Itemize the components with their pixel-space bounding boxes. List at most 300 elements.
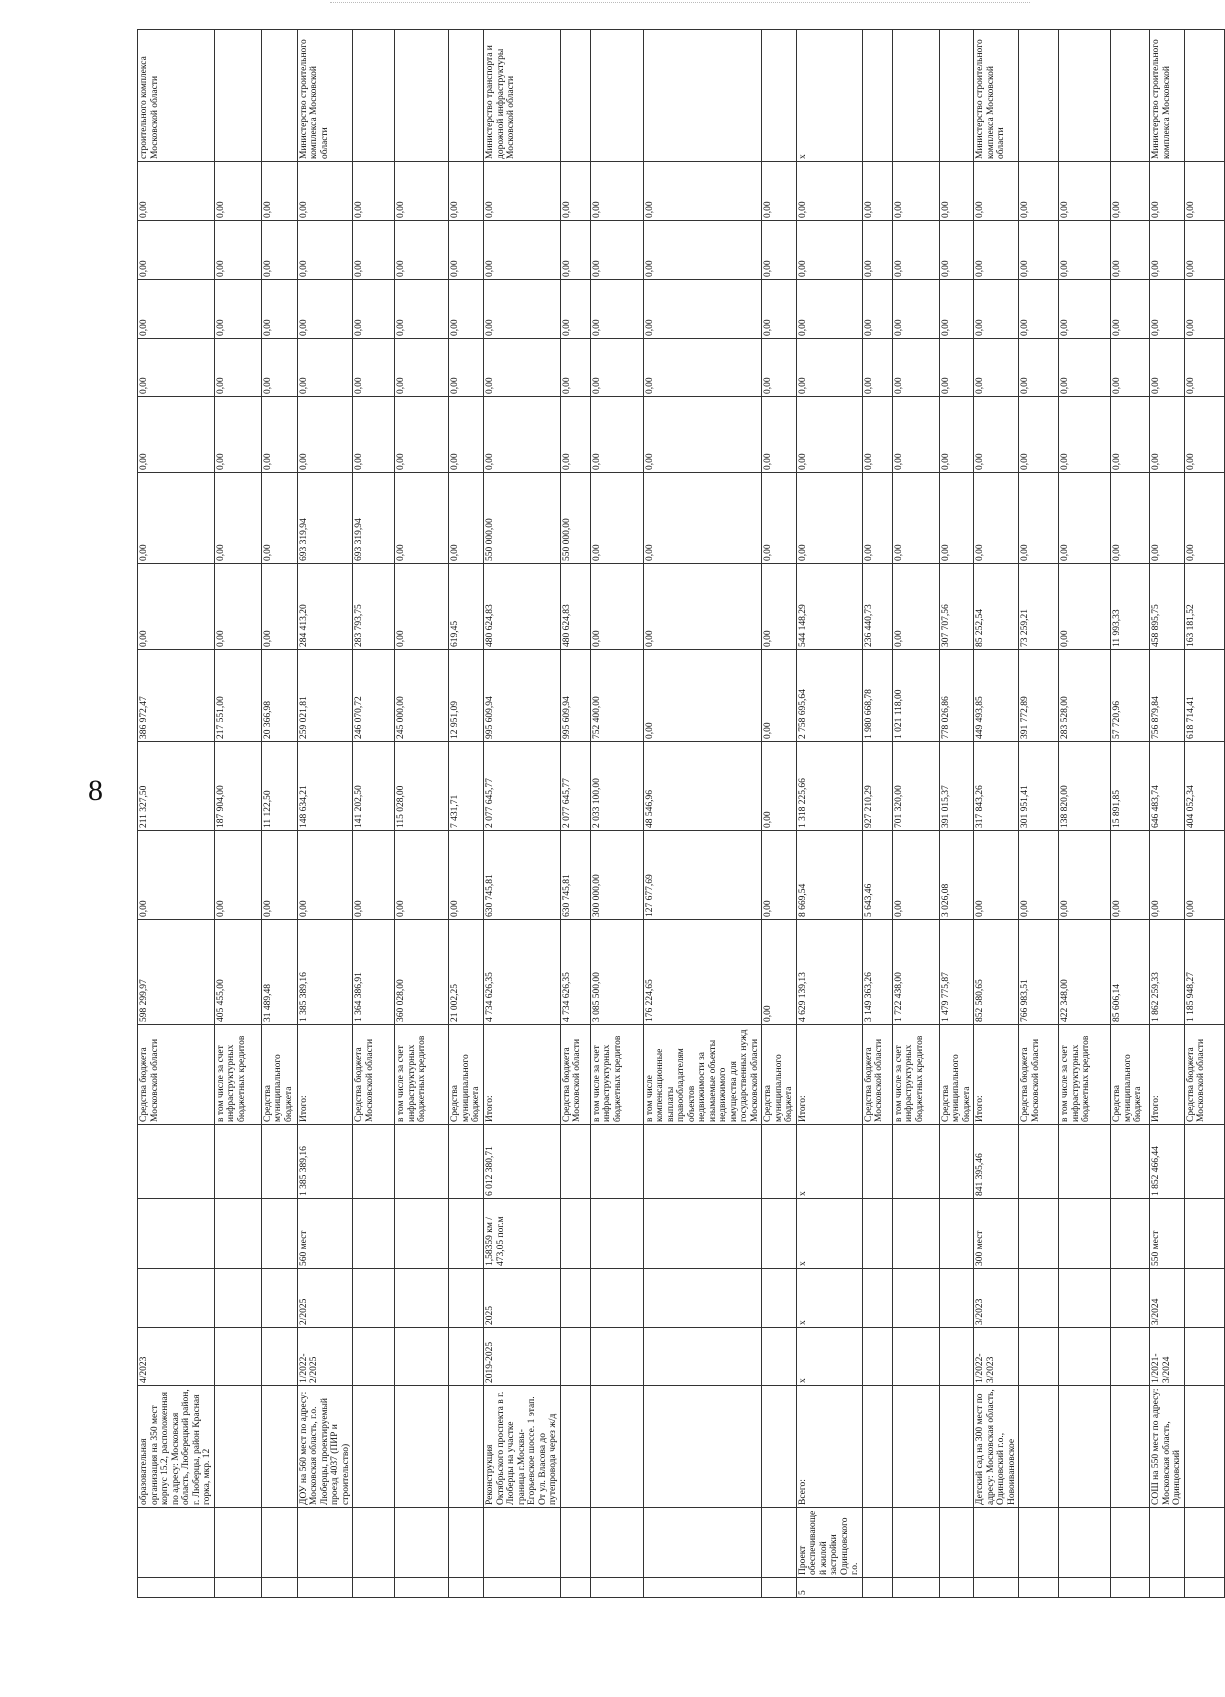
- period-cell: [1019, 1328, 1059, 1386]
- customer-cell: Министерство транспорта и дорожной инфраструктуры Московской области: [484, 30, 561, 162]
- customer-cell: [214, 30, 261, 162]
- commissioning-cell: [892, 1269, 939, 1328]
- year-value-cell-y4: 0,00: [261, 564, 297, 650]
- year-value-cell-y7: 0,00: [138, 339, 215, 397]
- program-cell: [560, 1508, 590, 1578]
- funding-source-cell: Средства муниципального бюджета: [939, 1025, 974, 1125]
- cost-cell: 1 385 389,16: [297, 1125, 353, 1199]
- period-cell: х: [796, 1328, 862, 1386]
- rotated-table-area: [137, 39, 1212, 1598]
- cost-cell: [939, 1125, 974, 1199]
- total-cell: 3 085 500,00: [590, 920, 643, 1025]
- customer-cell: [1059, 30, 1111, 162]
- year-value-cell-y10: 0,00: [353, 162, 395, 221]
- table-row: [892, 30, 939, 1598]
- commissioning-cell: [590, 1269, 643, 1328]
- year-value-cell-y8: 0,00: [560, 280, 590, 339]
- customer-cell: Министерство строительного комплекса Московской: [1150, 30, 1185, 162]
- year-value-cell-y10: 0,00: [1111, 162, 1150, 221]
- year-value-cell-y2: 211 327,50: [138, 742, 215, 831]
- row-number-cell: 5: [796, 1578, 862, 1598]
- object-cell: образовательная организация на 350 мест корпус 15.2, расположенная по адресу: Московская область, Люберецкий район, г. Люберцы, район Красная горка, мкр. 12: [138, 1386, 215, 1508]
- capacity-cell: 550 мест: [1150, 1199, 1185, 1269]
- table-row: [939, 30, 974, 1598]
- year-value-cell-y8: 0,00: [762, 280, 797, 339]
- capacity-cell: [560, 1199, 590, 1269]
- year-value-cell-y9: 0,00: [1184, 221, 1224, 280]
- object-cell: [449, 1386, 484, 1508]
- period-cell: [762, 1328, 797, 1386]
- program-cell: [892, 1508, 939, 1578]
- commissioning-cell: [214, 1269, 261, 1328]
- year-value-cell-y9: 0,00: [395, 221, 449, 280]
- year-value-cell-y10: 0,00: [892, 162, 939, 221]
- year-value-cell-y7: 0,00: [353, 339, 395, 397]
- year-value-cell-y2: 317 843,26: [974, 742, 1019, 831]
- year-value-cell-y4: 0,00: [214, 564, 261, 650]
- table-row: [261, 30, 297, 1598]
- table-row: [762, 30, 797, 1598]
- object-cell: [1059, 1386, 1111, 1508]
- cost-cell: [1111, 1125, 1150, 1199]
- year-value-cell-y4: 284 413,20: [297, 564, 353, 650]
- period-cell: [560, 1328, 590, 1386]
- object-cell: [590, 1386, 643, 1508]
- year-value-cell-y1: 0,00: [1150, 831, 1185, 920]
- year-value-cell-y4: 236 440,73: [862, 564, 892, 650]
- customer-cell: [353, 30, 395, 162]
- cost-cell: [1019, 1125, 1059, 1199]
- cost-cell: [560, 1125, 590, 1199]
- year-value-cell-y9: 0,00: [261, 221, 297, 280]
- total-cell: 1 862 259,33: [1150, 920, 1185, 1025]
- year-value-cell-y3: 2 758 695,64: [796, 650, 862, 742]
- table-row: [560, 30, 590, 1598]
- row-number-cell: [353, 1578, 395, 1598]
- row-number-cell: [643, 1578, 762, 1598]
- program-cell: [261, 1508, 297, 1578]
- year-value-cell-y2: 11 122,50: [261, 742, 297, 831]
- capacity-cell: [1184, 1199, 1224, 1269]
- year-value-cell-y5: 0,00: [974, 473, 1019, 564]
- year-value-cell-y3: 0,00: [762, 650, 797, 742]
- period-cell: 1/2022-2/2025: [297, 1328, 353, 1386]
- year-value-cell-y1: 0,00: [762, 831, 797, 920]
- funding-source-cell: в том числе компенсационные выплаты правообладателям объектов недвижимости за изымаемые объекты недвижимого имущества для государственных нужд Московской области: [643, 1025, 762, 1125]
- year-value-cell-y3: 995 609,94: [484, 650, 561, 742]
- year-value-cell-y3: 449 493,85: [974, 650, 1019, 742]
- program-cell: [395, 1508, 449, 1578]
- year-value-cell-y9: 0,00: [974, 221, 1019, 280]
- table-row: [1150, 30, 1185, 1598]
- funding-source-cell: в том числе за счет инфраструктурных бюджетных кредитов: [892, 1025, 939, 1125]
- year-value-cell-y5: 0,00: [643, 473, 762, 564]
- year-value-cell-y1: 0,00: [1059, 831, 1111, 920]
- cost-cell: 1 852 466,44: [1150, 1125, 1185, 1199]
- period-cell: [449, 1328, 484, 1386]
- year-value-cell-y3: 618 714,41: [1184, 650, 1224, 742]
- program-cell: [484, 1508, 561, 1578]
- year-value-cell-y10: 0,00: [214, 162, 261, 221]
- cost-cell: [1184, 1125, 1224, 1199]
- capacity-cell: [353, 1199, 395, 1269]
- period-cell: [214, 1328, 261, 1386]
- commissioning-cell: [395, 1269, 449, 1328]
- year-value-cell-y3: 57 720,96: [1111, 650, 1150, 742]
- year-value-cell-y8: 0,00: [449, 280, 484, 339]
- scan-artifact: [330, 2, 1030, 11]
- year-value-cell-y5: 0,00: [939, 473, 974, 564]
- commissioning-cell: [138, 1269, 215, 1328]
- year-value-cell-y10: 0,00: [862, 162, 892, 221]
- year-value-cell-y4: 307 707,56: [939, 564, 974, 650]
- year-value-cell-y2: 301 951,41: [1019, 742, 1059, 831]
- object-cell: [214, 1386, 261, 1508]
- total-cell: 1 385 389,16: [297, 920, 353, 1025]
- program-cell: [939, 1508, 974, 1578]
- year-value-cell-y8: 0,00: [214, 280, 261, 339]
- year-value-cell-y2: 927 210,29: [862, 742, 892, 831]
- capacity-cell: 560 мест: [297, 1199, 353, 1269]
- object-cell: [762, 1386, 797, 1508]
- year-value-cell-y9: 0,00: [353, 221, 395, 280]
- year-value-cell-y9: 0,00: [590, 221, 643, 280]
- program-cell: [297, 1508, 353, 1578]
- year-value-cell-y8: 0,00: [484, 280, 561, 339]
- table-row: [484, 30, 561, 1598]
- cost-cell: [214, 1125, 261, 1199]
- year-value-cell-y8: 0,00: [974, 280, 1019, 339]
- object-cell: [1184, 1386, 1224, 1508]
- period-cell: [643, 1328, 762, 1386]
- year-value-cell-y10: 0,00: [297, 162, 353, 221]
- year-value-cell-y7: 0,00: [892, 339, 939, 397]
- year-value-cell-y8: 0,00: [1111, 280, 1150, 339]
- year-value-cell-y3: 283 528,00: [1059, 650, 1111, 742]
- customer-cell: [261, 30, 297, 162]
- commissioning-cell: 2/2025: [297, 1269, 353, 1328]
- funding-source-cell: в том числе за счет инфраструктурных бюджетных кредитов: [214, 1025, 261, 1125]
- customer-cell: Министерство строительного комплекса Московской области: [297, 30, 353, 162]
- year-value-cell-y4: 0,00: [1059, 564, 1111, 650]
- table-row: [297, 30, 353, 1598]
- year-value-cell-y5: 693 319,94: [353, 473, 395, 564]
- year-value-cell-y7: 0,00: [484, 339, 561, 397]
- year-value-cell-y2: 0,00: [762, 742, 797, 831]
- row-number-cell: [1059, 1578, 1111, 1598]
- period-cell: [939, 1328, 974, 1386]
- year-value-cell-y3: 386 972,47: [138, 650, 215, 742]
- year-value-cell-y5: 0,00: [1150, 473, 1185, 564]
- year-value-cell-y5: 0,00: [862, 473, 892, 564]
- total-cell: 360 028,00: [395, 920, 449, 1025]
- funding-source-cell: Итого:: [297, 1025, 353, 1125]
- year-value-cell-y5: 0,00: [1059, 473, 1111, 564]
- commissioning-cell: [939, 1269, 974, 1328]
- year-value-cell-y10: 0,00: [590, 162, 643, 221]
- total-cell: 422 348,00: [1059, 920, 1111, 1025]
- year-value-cell-y7: 0,00: [1059, 339, 1111, 397]
- row-number-cell: [484, 1578, 561, 1598]
- year-value-cell-y7: 0,00: [261, 339, 297, 397]
- year-value-cell-y2: 404 052,34: [1184, 742, 1224, 831]
- total-cell: 852 580,65: [974, 920, 1019, 1025]
- cost-cell: [643, 1125, 762, 1199]
- funding-source-cell: Средства бюджета Московской области: [862, 1025, 892, 1125]
- customer-cell: [862, 30, 892, 162]
- year-value-cell-y4: 619,45: [449, 564, 484, 650]
- cost-cell: [261, 1125, 297, 1199]
- year-value-cell-y7: 0,00: [590, 339, 643, 397]
- object-cell: [643, 1386, 762, 1508]
- program-cell: [214, 1508, 261, 1578]
- commissioning-cell: [1184, 1269, 1224, 1328]
- year-value-cell-y6: 0,00: [214, 397, 261, 473]
- year-value-cell-y8: 0,00: [1184, 280, 1224, 339]
- table-row: [214, 30, 261, 1598]
- year-value-cell-y6: 0,00: [449, 397, 484, 473]
- year-value-cell-y5: 550 000,00: [484, 473, 561, 564]
- customer-cell: [1019, 30, 1059, 162]
- commissioning-cell: 3/2023: [974, 1269, 1019, 1328]
- object-cell: ДОУ на 560 мест по адресу: Московская область, г.о. Люберцы, проектируемый проезд 4037 (ПИР и строительство): [297, 1386, 353, 1508]
- funding-source-cell: в том числе за счет инфраструктурных бюджетных кредитов: [395, 1025, 449, 1125]
- row-number-cell: [762, 1578, 797, 1598]
- year-value-cell-y10: 0,00: [1019, 162, 1059, 221]
- row-number-cell: [862, 1578, 892, 1598]
- year-value-cell-y1: 0,00: [892, 831, 939, 920]
- year-value-cell-y7: 0,00: [1150, 339, 1185, 397]
- year-value-cell-y4: 0,00: [395, 564, 449, 650]
- year-value-cell-y7: 0,00: [796, 339, 862, 397]
- cost-cell: [590, 1125, 643, 1199]
- year-value-cell-y10: 0,00: [1150, 162, 1185, 221]
- total-cell: 21 002,25: [449, 920, 484, 1025]
- object-cell: [560, 1386, 590, 1508]
- year-value-cell-y6: 0,00: [1111, 397, 1150, 473]
- period-cell: [892, 1328, 939, 1386]
- row-number-cell: [892, 1578, 939, 1598]
- year-value-cell-y1: 0,00: [214, 831, 261, 920]
- year-value-cell-y6: 0,00: [353, 397, 395, 473]
- year-value-cell-y4: 11 993,33: [1111, 564, 1150, 650]
- year-value-cell-y8: 0,00: [297, 280, 353, 339]
- year-value-cell-y9: 0,00: [1059, 221, 1111, 280]
- funding-source-cell: Средства муниципального бюджета: [762, 1025, 797, 1125]
- year-value-cell-y7: 0,00: [214, 339, 261, 397]
- year-value-cell-y9: 0,00: [939, 221, 974, 280]
- year-value-cell-y3: 0,00: [643, 650, 762, 742]
- year-value-cell-y10: 0,00: [395, 162, 449, 221]
- total-cell: 176 224,65: [643, 920, 762, 1025]
- customer-cell: Министерство строительного комплекса Московской области: [974, 30, 1019, 162]
- row-number-cell: [138, 1578, 215, 1598]
- year-value-cell-y1: 630 745,81: [484, 831, 561, 920]
- year-value-cell-y1: 300 000,00: [590, 831, 643, 920]
- row-number-cell: [560, 1578, 590, 1598]
- customer-cell: [395, 30, 449, 162]
- year-value-cell-y6: 0,00: [261, 397, 297, 473]
- year-value-cell-y6: 0,00: [939, 397, 974, 473]
- year-value-cell-y6: 0,00: [892, 397, 939, 473]
- capacity-cell: [643, 1199, 762, 1269]
- table-row: [138, 30, 215, 1598]
- year-value-cell-y1: 0,00: [974, 831, 1019, 920]
- row-number-cell: [1184, 1578, 1224, 1598]
- cost-cell: х: [796, 1125, 862, 1199]
- row-number-cell: [1111, 1578, 1150, 1598]
- funding-source-cell: в том числе за счет инфраструктурных бюджетных кредитов: [1059, 1025, 1111, 1125]
- row-number-cell: [395, 1578, 449, 1598]
- year-value-cell-y6: 0,00: [297, 397, 353, 473]
- commissioning-cell: 3/2024: [1150, 1269, 1185, 1328]
- year-value-cell-y7: 0,00: [1184, 339, 1224, 397]
- year-value-cell-y8: 0,00: [862, 280, 892, 339]
- year-value-cell-y6: 0,00: [643, 397, 762, 473]
- year-value-cell-y2: 1 318 225,66: [796, 742, 862, 831]
- year-value-cell-y8: 0,00: [1059, 280, 1111, 339]
- capacity-cell: [1059, 1199, 1111, 1269]
- year-value-cell-y8: 0,00: [1019, 280, 1059, 339]
- program-cell: [762, 1508, 797, 1578]
- customer-cell: [762, 30, 797, 162]
- year-value-cell-y1: 127 677,69: [643, 831, 762, 920]
- year-value-cell-y2: 148 634,21: [297, 742, 353, 831]
- year-value-cell-y6: 0,00: [138, 397, 215, 473]
- commissioning-cell: 2025: [484, 1269, 561, 1328]
- program-cell: [138, 1508, 215, 1578]
- year-value-cell-y6: 0,00: [1019, 397, 1059, 473]
- year-value-cell-y10: 0,00: [261, 162, 297, 221]
- year-value-cell-y6: 0,00: [974, 397, 1019, 473]
- object-cell: Реконструкция Октябрьского проспекта в г. Люберцы на участке граница г.Москвы-Егорьевское шоссе. 1 этап. От ул. Власова до путепровода через ж/д: [484, 1386, 561, 1508]
- year-value-cell-y5: 0,00: [1184, 473, 1224, 564]
- program-cell: [1111, 1508, 1150, 1578]
- year-value-cell-y7: 0,00: [449, 339, 484, 397]
- row-number-cell: [449, 1578, 484, 1598]
- program-cell: [590, 1508, 643, 1578]
- year-value-cell-y9: 0,00: [449, 221, 484, 280]
- customer-cell: строительного комплекса Московской области: [138, 30, 215, 162]
- commissioning-cell: [1111, 1269, 1150, 1328]
- year-value-cell-y10: 0,00: [449, 162, 484, 221]
- year-value-cell-y4: 0,00: [643, 564, 762, 650]
- capacity-cell: [449, 1199, 484, 1269]
- commissioning-cell: [1019, 1269, 1059, 1328]
- commissioning-cell: [862, 1269, 892, 1328]
- year-value-cell-y10: 0,00: [939, 162, 974, 221]
- row-number-cell: [261, 1578, 297, 1598]
- object-cell: [1019, 1386, 1059, 1508]
- cost-cell: [395, 1125, 449, 1199]
- table-row: [796, 30, 862, 1598]
- year-value-cell-y10: 0,00: [762, 162, 797, 221]
- period-cell: [1111, 1328, 1150, 1386]
- cost-cell: [138, 1125, 215, 1199]
- capacity-cell: [395, 1199, 449, 1269]
- year-value-cell-y1: 0,00: [1184, 831, 1224, 920]
- total-cell: 4 734 626,35: [484, 920, 561, 1025]
- year-value-cell-y8: 0,00: [643, 280, 762, 339]
- funding-source-cell: Итого:: [796, 1025, 862, 1125]
- table-row: [1059, 30, 1111, 1598]
- year-value-cell-y3: 391 772,89: [1019, 650, 1059, 742]
- capacity-cell: [590, 1199, 643, 1269]
- table-row: [1019, 30, 1059, 1598]
- total-cell: 766 983,51: [1019, 920, 1059, 1025]
- object-cell: [862, 1386, 892, 1508]
- year-value-cell-y7: 0,00: [762, 339, 797, 397]
- year-value-cell-y1: 3 026,08: [939, 831, 974, 920]
- year-value-cell-y5: 0,00: [261, 473, 297, 564]
- total-cell: 3 149 363,26: [862, 920, 892, 1025]
- capacity-cell: [1019, 1199, 1059, 1269]
- program-cell: [862, 1508, 892, 1578]
- total-cell: 598 299,97: [138, 920, 215, 1025]
- total-cell: 1 364 386,91: [353, 920, 395, 1025]
- year-value-cell-y8: 0,00: [353, 280, 395, 339]
- year-value-cell-y8: 0,00: [395, 280, 449, 339]
- object-cell: Детский сад на 300 мест по адресу: Московская область, Одинцовский г.о., Новоивановское: [974, 1386, 1019, 1508]
- year-value-cell-y5: 0,00: [762, 473, 797, 564]
- commissioning-cell: х: [796, 1269, 862, 1328]
- year-value-cell-y6: 0,00: [484, 397, 561, 473]
- year-value-cell-y1: 0,00: [1111, 831, 1150, 920]
- commissioning-cell: [449, 1269, 484, 1328]
- year-value-cell-y3: 245 000,00: [395, 650, 449, 742]
- total-cell: 405 455,00: [214, 920, 261, 1025]
- commissioning-cell: [560, 1269, 590, 1328]
- period-cell: 1/2022-3/2023: [974, 1328, 1019, 1386]
- customer-cell: [590, 30, 643, 162]
- financing-table: [137, 29, 1225, 1598]
- year-value-cell-y9: 0,00: [484, 221, 561, 280]
- year-value-cell-y9: 0,00: [214, 221, 261, 280]
- year-value-cell-y3: 1 980 668,78: [862, 650, 892, 742]
- year-value-cell-y4: 163 181,52: [1184, 564, 1224, 650]
- year-value-cell-y8: 0,00: [892, 280, 939, 339]
- program-cell: [1059, 1508, 1111, 1578]
- year-value-cell-y5: 0,00: [892, 473, 939, 564]
- cost-cell: [892, 1125, 939, 1199]
- funding-source-cell: Средства муниципального бюджета: [449, 1025, 484, 1125]
- funding-source-cell: Средства бюджета Московской области: [353, 1025, 395, 1125]
- year-value-cell-y4: 0,00: [762, 564, 797, 650]
- program-cell: [353, 1508, 395, 1578]
- year-value-cell-y2: 187 904,00: [214, 742, 261, 831]
- row-number-cell: [1150, 1578, 1185, 1598]
- total-cell: 31 489,48: [261, 920, 297, 1025]
- year-value-cell-y7: 0,00: [643, 339, 762, 397]
- capacity-cell: [939, 1199, 974, 1269]
- year-value-cell-y10: 0,00: [138, 162, 215, 221]
- year-value-cell-y10: 0,00: [974, 162, 1019, 221]
- row-number-cell: [590, 1578, 643, 1598]
- table-row: [1184, 30, 1224, 1598]
- year-value-cell-y6: 0,00: [395, 397, 449, 473]
- year-value-cell-y5: 550 000,00: [560, 473, 590, 564]
- funding-source-cell: Итого:: [1150, 1025, 1185, 1125]
- row-number-cell: [297, 1578, 353, 1598]
- year-value-cell-y9: 0,00: [560, 221, 590, 280]
- year-value-cell-y4: 480 624,83: [560, 564, 590, 650]
- customer-cell: [560, 30, 590, 162]
- year-value-cell-y4: 73 259,21: [1019, 564, 1059, 650]
- funding-source-cell: Средства бюджета Московской области: [560, 1025, 590, 1125]
- capacity-cell: [1111, 1199, 1150, 1269]
- customer-cell: [892, 30, 939, 162]
- year-value-cell-y2: 391 015,37: [939, 742, 974, 831]
